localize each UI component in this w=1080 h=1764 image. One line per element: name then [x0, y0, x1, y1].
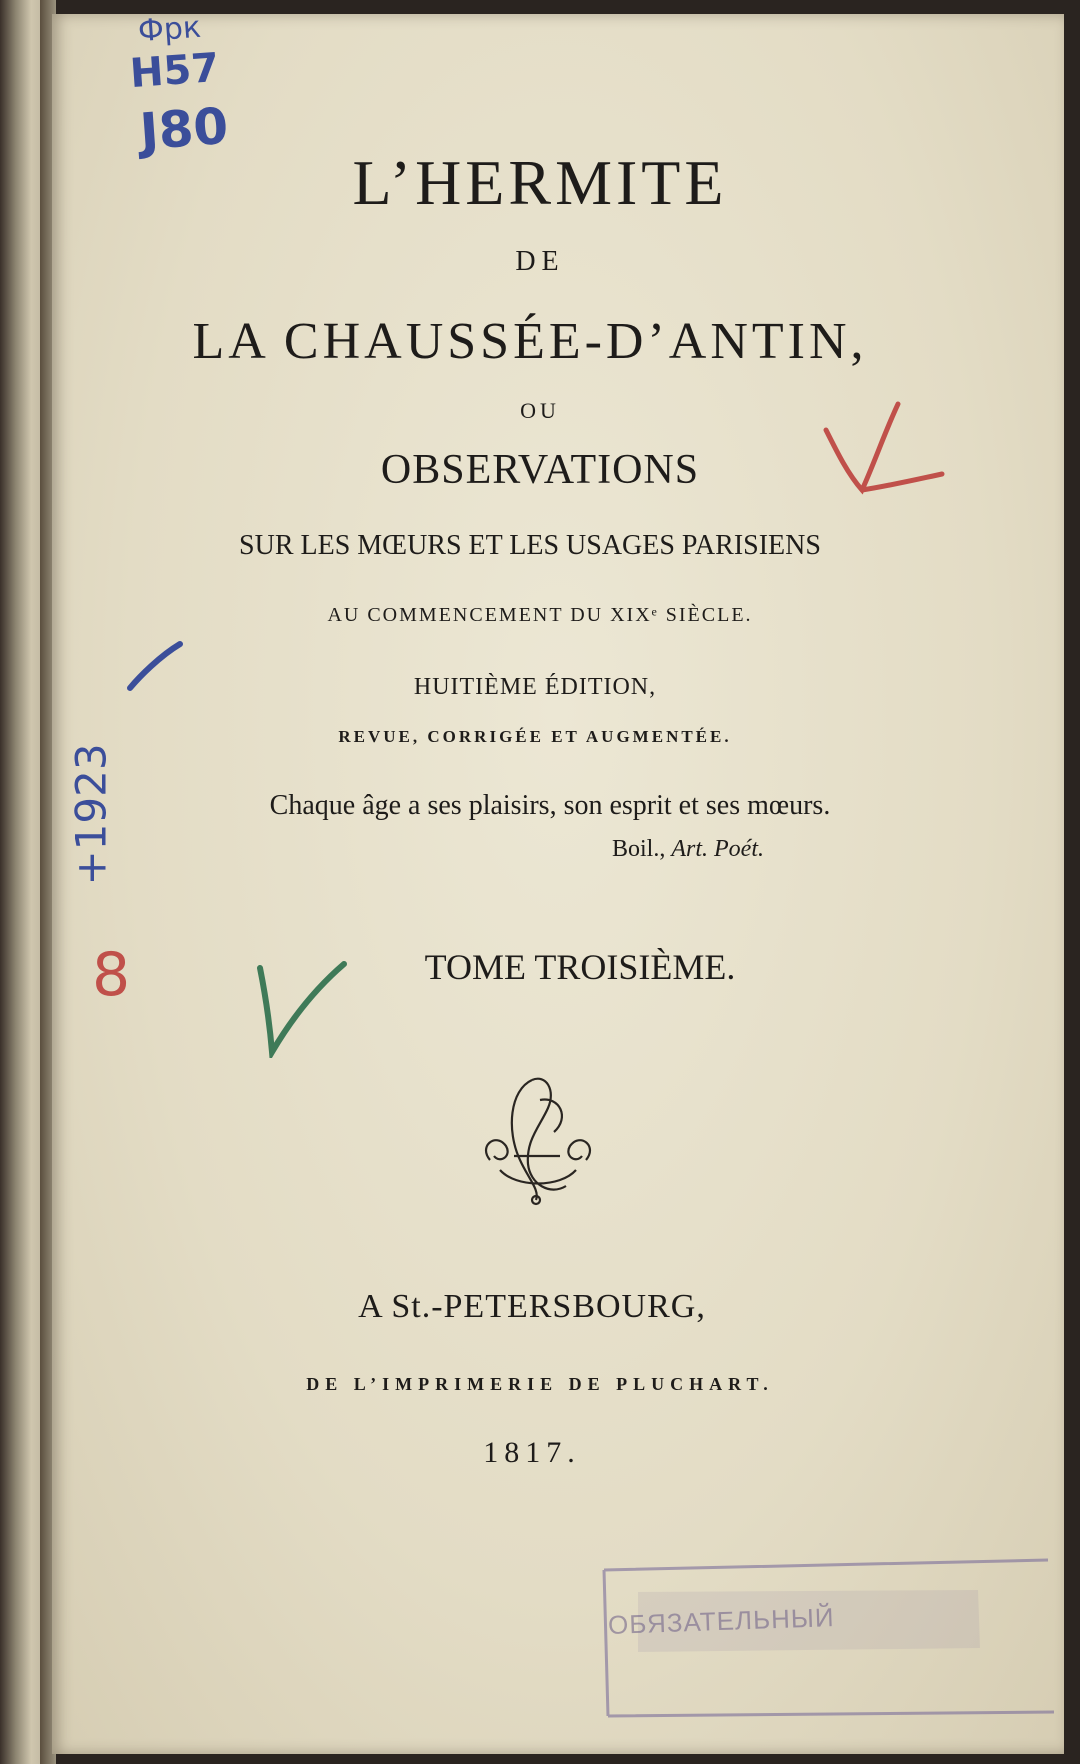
- imprint-place: A St.-PETERSBOURG,: [358, 1288, 706, 1325]
- printer-monogram-ornament: [470, 1060, 606, 1210]
- imprint-year: 1817.: [483, 1436, 581, 1469]
- stamp-lettering: ОБЯЗАТЕЛЬНЫЙ: [607, 1602, 836, 1640]
- volume-label: TOME TROISIÈME.: [424, 947, 736, 987]
- attribution-author: Boil.,: [612, 836, 666, 862]
- margin-pencil-note: +1923: [66, 743, 116, 886]
- green-check-mark: [252, 958, 352, 1058]
- epigraph-attribution: [612, 836, 764, 863]
- century-line: AU COMMENCEMENT DU XIXᵉ SIÈCLE.: [327, 604, 753, 626]
- book-title: L’HERMITE: [352, 147, 728, 218]
- blue-pencil-stroke: [120, 636, 190, 696]
- red-check-mark: [818, 394, 948, 504]
- shelf-mark-line-1: Фрк: [136, 9, 203, 50]
- title-connector-de: DE: [515, 246, 565, 277]
- edition-statement: HUITIÈME ÉDITION,: [413, 674, 657, 700]
- imprint-printer: DE L’IMPRIMERIE DE PLUCHART.: [306, 1374, 774, 1394]
- title-connector-ou: OU: [520, 398, 560, 423]
- shelf-mark-line-3: J80: [138, 96, 231, 162]
- book-subtitle: LA CHAUSSÉE-D’ANTIN,: [192, 313, 868, 370]
- observations-heading: OBSERVATIONS: [380, 447, 700, 493]
- epigraph: Chaque âge a ses plaisirs, son esprit et ses mœurs.: [269, 790, 831, 821]
- description-line: SUR LES MŒURS ET LES USAGES PARISIENS: [239, 530, 821, 561]
- attribution-work: Art. Poét.: [671, 836, 764, 862]
- margin-red-mark: 8: [92, 940, 131, 1010]
- revision-statement: REVUE, CORRIGÉE ET AUGMENTÉE.: [338, 727, 732, 746]
- shelf-mark-line-2: H57: [128, 44, 221, 98]
